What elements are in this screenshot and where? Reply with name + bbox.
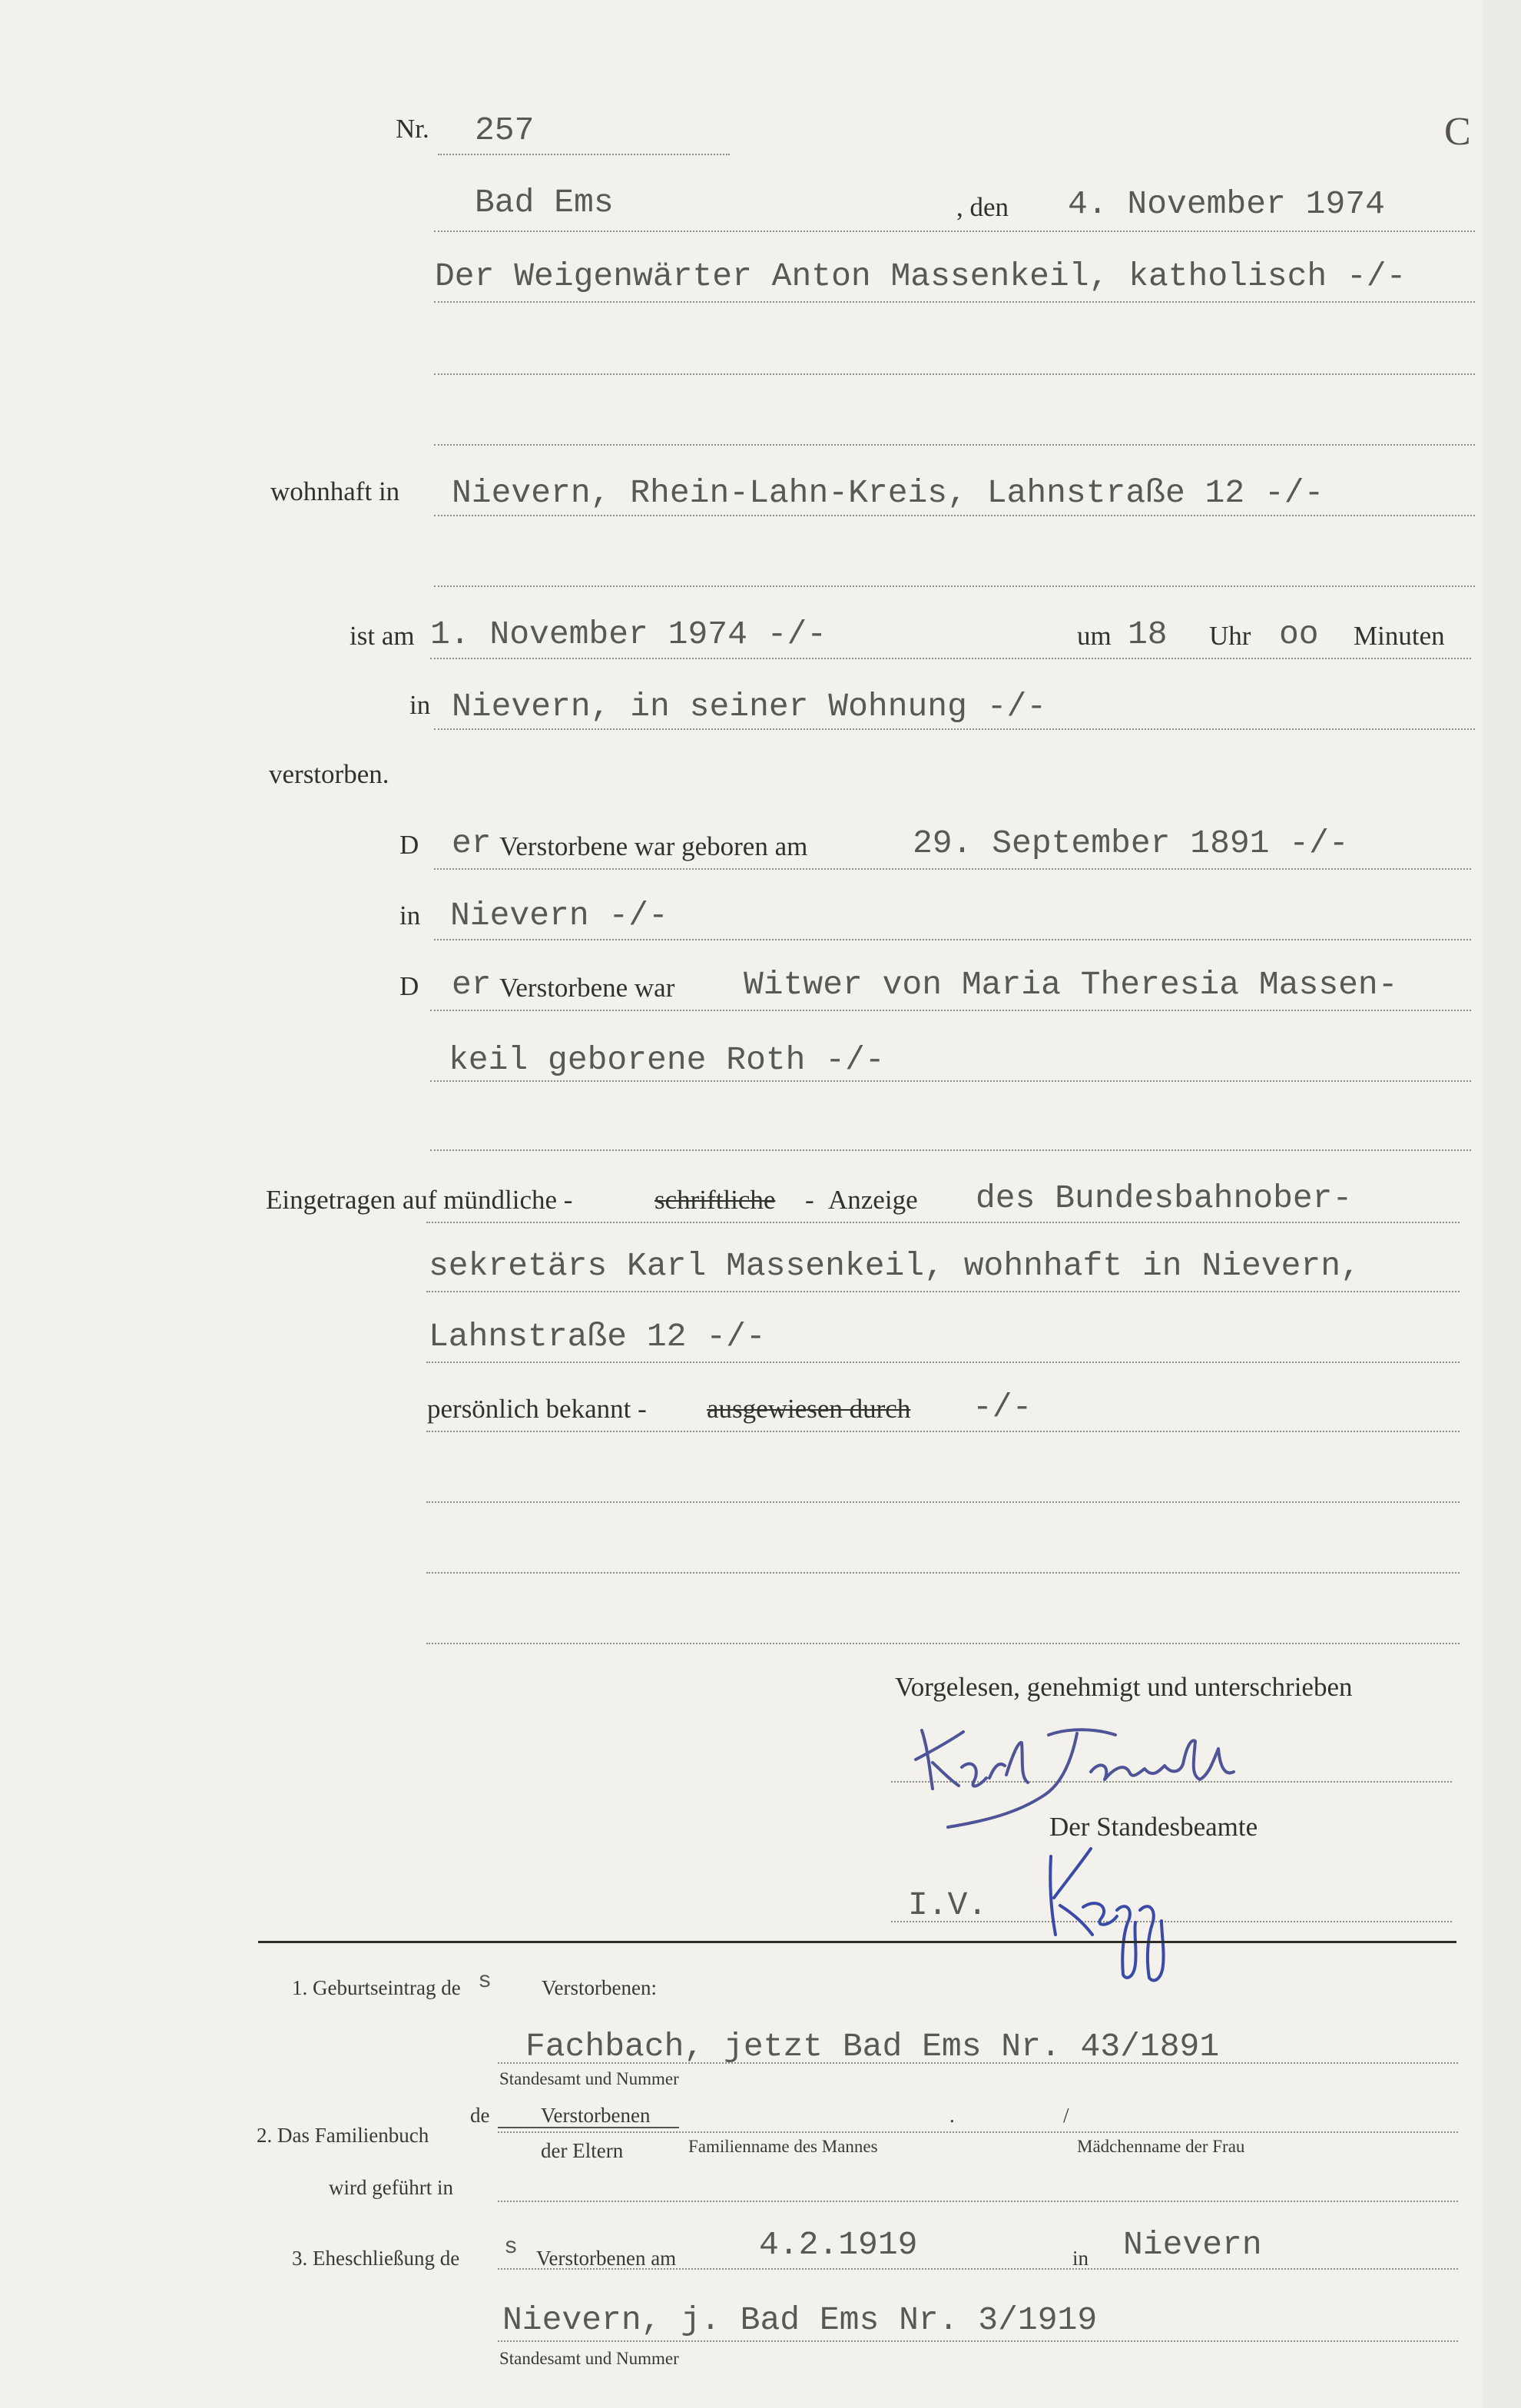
birth-date: 29. September 1891 -/- bbox=[913, 824, 1349, 862]
place-line bbox=[434, 231, 1475, 232]
item1-label: 1. Geburtseintrag de bbox=[292, 1976, 461, 1999]
nr-line bbox=[438, 154, 730, 155]
birth-d-label: D bbox=[399, 830, 419, 860]
item2-dot: . bbox=[949, 2104, 955, 2127]
status-line-1 bbox=[430, 1010, 1471, 1011]
item2-verstorbenen: Verstorbenen bbox=[541, 2104, 651, 2127]
status-er-typed: er bbox=[452, 966, 492, 1003]
item3-in-label: in bbox=[1072, 2247, 1089, 2270]
marital-status-line-1: Witwer von Maria Theresia Massen- bbox=[744, 966, 1398, 1003]
birth-geboren-label: Verstorbene war geboren am bbox=[499, 831, 808, 861]
item1-s: s bbox=[478, 1969, 492, 1995]
official-signature bbox=[1037, 1833, 1175, 1987]
standesamt-label-2: Standesamt und Nummer bbox=[499, 2349, 679, 2368]
item1-suffix: Verstorbenen: bbox=[542, 1976, 657, 1999]
status-d-label: D bbox=[399, 971, 419, 1001]
den-label: , den bbox=[956, 192, 1009, 222]
marital-status-line-2: keil geborene Roth -/- bbox=[449, 1041, 885, 1079]
residence-line bbox=[434, 515, 1475, 516]
informant-line-2-rule bbox=[426, 1291, 1460, 1292]
item2-choice-divider bbox=[498, 2127, 679, 2128]
status-line-2 bbox=[430, 1080, 1471, 1082]
item2-eltern: der Eltern bbox=[541, 2139, 624, 2162]
informant-line-2: sekretärs Karl Massenkeil, wohnhaft in Nievern, bbox=[429, 1247, 1360, 1285]
birth-in-label: in bbox=[399, 901, 421, 930]
nr-label: Nr. bbox=[396, 114, 429, 144]
residence-value: Nievern, Rhein-Lahn-Kreis, Lahnstraße 12 -/- bbox=[452, 474, 1324, 512]
birth-er-typed: er bbox=[452, 824, 492, 862]
section-divider bbox=[258, 1941, 1456, 1943]
standesamt-label: Standesamt und Nummer bbox=[499, 2069, 679, 2088]
bekannt-line bbox=[426, 1431, 1460, 1432]
item3-line-2 bbox=[498, 2340, 1458, 2342]
birth-place: Nievern -/- bbox=[450, 897, 668, 934]
familienname-label: Familienname des Mannes bbox=[688, 2137, 878, 2156]
item2-de: de bbox=[470, 2104, 490, 2127]
ist-am-label: ist am bbox=[350, 621, 415, 651]
death-date: 1. November 1974 -/- bbox=[430, 615, 827, 653]
item2-line-2 bbox=[498, 2201, 1458, 2202]
maedchenname-label: Mädchenname der Frau bbox=[1077, 2137, 1245, 2156]
death-hour: 18 bbox=[1128, 615, 1168, 653]
blank-line-3 bbox=[426, 1643, 1460, 1644]
blank-line-2 bbox=[426, 1572, 1460, 1574]
item3-suffix: Verstorbenen am bbox=[536, 2247, 677, 2270]
death-place: Nievern, in seiner Wohnung -/- bbox=[452, 688, 1047, 725]
informant-line-1: des Bundesbahnober- bbox=[976, 1179, 1353, 1217]
marriage-date: 4.2.1919 bbox=[759, 2226, 918, 2264]
marriage-register-entry: Nievern, j. Bad Ems Nr. 3/1919 bbox=[502, 2301, 1098, 2339]
verstorben-label: verstorben. bbox=[269, 759, 389, 789]
birth-date-line bbox=[434, 868, 1471, 870]
ausgewiesen-struck: ausgewiesen durch bbox=[707, 1394, 911, 1424]
item1-line bbox=[498, 2062, 1458, 2064]
standesbeamte-label: Der Standesbeamte bbox=[1049, 1812, 1258, 1842]
birth-place-line bbox=[434, 939, 1471, 940]
person-line-2 bbox=[434, 373, 1475, 375]
item2-label: 2. Das Familienbuch bbox=[257, 2124, 429, 2147]
death-date-line bbox=[430, 658, 1471, 659]
record-number: 257 bbox=[475, 111, 535, 149]
status-line-3 bbox=[430, 1149, 1471, 1151]
informant-line-3-rule bbox=[426, 1362, 1460, 1363]
item2-line bbox=[498, 2131, 1458, 2133]
marriage-place: Nievern bbox=[1123, 2226, 1262, 2264]
item3-line bbox=[498, 2268, 1458, 2270]
informant-line-1-rule bbox=[426, 1222, 1460, 1223]
deceased-description: Der Weigenwärter Anton Massenkeil, katholisch -/- bbox=[435, 257, 1407, 295]
place-of-registration: Bad Ems bbox=[475, 184, 614, 221]
uhr-label: Uhr bbox=[1209, 621, 1251, 651]
item3-label: 3. Eheschließung de bbox=[292, 2247, 460, 2270]
item2-separator: / bbox=[1063, 2104, 1069, 2127]
status-war-label: Verstorbene war bbox=[499, 973, 675, 1003]
blank-line-1 bbox=[426, 1501, 1460, 1503]
registration-date: 4. November 1974 bbox=[1068, 185, 1385, 223]
minuten-label: Minuten bbox=[1354, 621, 1445, 651]
corner-letter: C bbox=[1444, 110, 1471, 154]
vorgelesen-label: Vorgelesen, genehmigt und unterschrieben bbox=[895, 1672, 1353, 1702]
item3-s: s bbox=[504, 2234, 519, 2260]
person-line-1 bbox=[434, 301, 1475, 303]
dash-label: - bbox=[805, 1185, 814, 1215]
anzeige-label: Anzeige bbox=[828, 1185, 918, 1215]
bekannt-label: persönlich bekannt - bbox=[427, 1394, 647, 1424]
um-label: um bbox=[1077, 621, 1112, 651]
eingetragen-label: Eingetragen auf mündliche - bbox=[266, 1185, 573, 1215]
iv-label: I.V. bbox=[908, 1886, 988, 1924]
schriftliche-struck: schriftliche bbox=[654, 1185, 776, 1215]
death-in-label: in bbox=[409, 690, 431, 720]
death-minutes: oo bbox=[1279, 615, 1319, 653]
person-line-3 bbox=[434, 444, 1475, 446]
informant-line-3: Lahnstraße 12 -/- bbox=[429, 1318, 766, 1355]
bekannt-value: -/- bbox=[973, 1388, 1032, 1426]
residence-line-2 bbox=[434, 585, 1475, 587]
item2-wird: wird geführt in bbox=[329, 2176, 453, 2199]
death-place-line bbox=[434, 728, 1475, 730]
birth-register-entry: Fachbach, jetzt Bad Ems Nr. 43/1891 bbox=[525, 2028, 1220, 2065]
wohnhaft-label: wohnhaft in bbox=[270, 476, 400, 506]
